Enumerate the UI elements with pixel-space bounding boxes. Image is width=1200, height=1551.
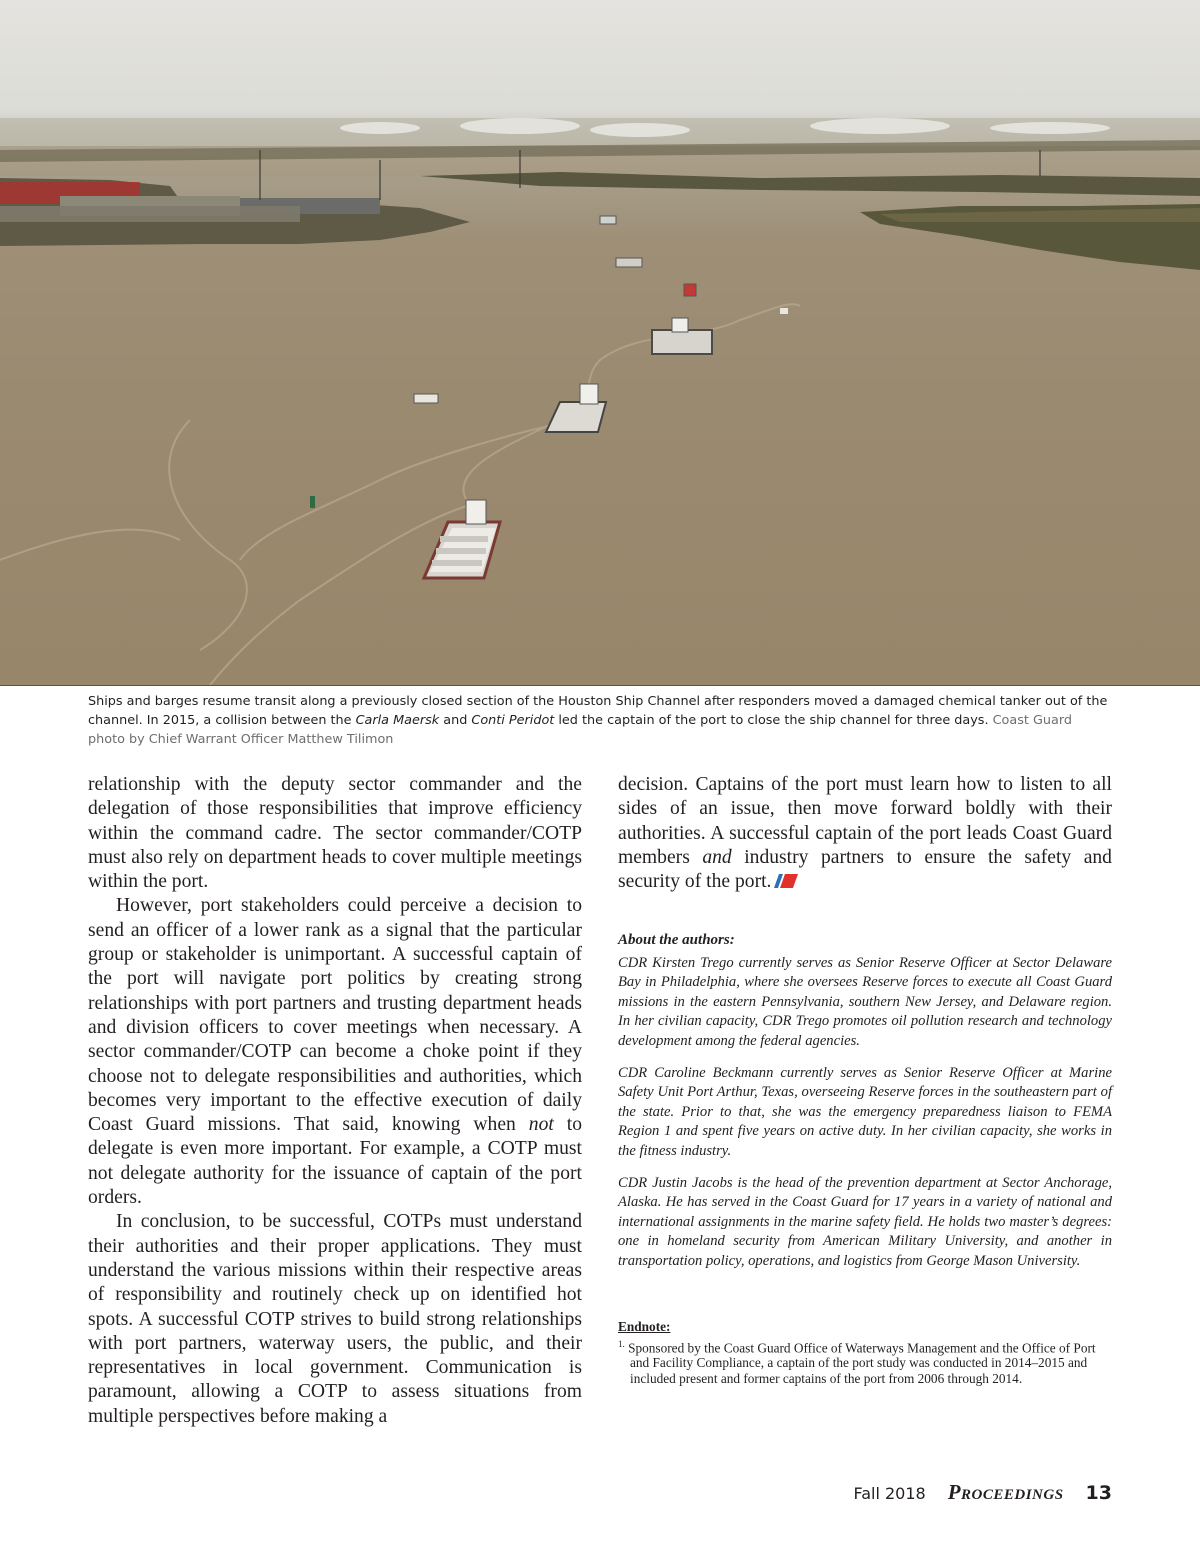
left-paragraph-2-text: However, port stakeholders could perceive a decision to send an officer of a lower rank as a signal that the particular group or stakeholder is unimportant. A successful captain of the port will navigate port politics by creating strong relationships with port partners and trusting department heads and division officers to cover meetings when necessary. A sector commander/COTP can become a choke point if they choose not to delegate responsibilities and authorities, which becomes very important to the effective execution of daily Coast Guard missions. That said, knowing when bbox=[88, 895, 582, 1136]
author-bio-beckmann: CDR Caroline Beckmann currently serves as Senior Reserve Officer at Marine Safety Unit Port Arthur, Texas, overseeing Reserve forces in the southeastern part of the state. Prior to that, she was the emergency preparedness liaison to FEMA Region 1 and spent five years on active duty. In her civilian capacity, she works in the fitness industry. bbox=[618, 1064, 1112, 1159]
author-bio-trego: CDR Kirsten Trego currently serves as Senior Reserve Officer at Sector Delaware Bay in Philadelphia, where she oversees Reserve forces to execute all Coast Guard missions in the eastern Pennsylvania, southern New Jersey, and Delaware region. In her civilian capacity, CDR Trego promotes oil pollution research and technology development among the federal agencies. bbox=[618, 954, 1112, 1049]
endmark-red-stripe bbox=[780, 874, 798, 888]
end-of-article-icon bbox=[774, 874, 798, 888]
houston-ship-channel-aerial-photo bbox=[0, 0, 1200, 686]
left-paragraph-2-emphasis: not bbox=[528, 1114, 554, 1136]
photo-credit: Coast Guard photo by Chief Warrant Officer Matthew Tilimon bbox=[88, 713, 1072, 747]
right-paragraph-1-text: decision. Captains of the port must learn how to listen to all sides of an issue, then move forward boldly with their authorities. A successful captain of the port leads Coast Guard members bbox=[618, 774, 1112, 868]
caption-ship-2: Conti Peridot bbox=[471, 713, 555, 728]
author-bio-jacobs: CDR Justin Jacobs is the head of the prevention department at Sector Anchorage, Alaska. He has served in the Coast Guard for 17 years in a variety of national and international assignments in the marine safety field. He holds two master’s degrees: one in homeland security from American Military University, and another in transportation policy, operations, and logistics from George Mason University. bbox=[618, 1174, 1112, 1269]
left-column bbox=[88, 773, 582, 1429]
right-paragraph-1-end: industry partners to ensure the safety and security of the port. bbox=[618, 846, 1112, 893]
photo-illustration bbox=[0, 0, 1200, 685]
magazine-name: Proceedings bbox=[947, 1480, 1064, 1504]
page-footer bbox=[853, 1480, 1112, 1510]
endnote-heading: Endnote: bbox=[618, 1319, 671, 1334]
left-paragraph-3: In conclusion, to be successful, COTPs must understand their authorities and their proper applications. They must understand the various missions within their respective areas of responsibility and routinely check up on identified hot spots. A successful COTP strives to build strong relationships with port partners, waterway users, the public, and their representatives in local government. Communication is paramount, allowing a COTP to assess situations from multiple perspectives before making a bbox=[88, 1211, 582, 1427]
about-the-authors bbox=[618, 931, 1112, 1284]
right-paragraph-1-emphasis: and bbox=[702, 846, 732, 868]
right-paragraph-1 bbox=[618, 773, 1112, 894]
caption-ship-1: Carla Maersk bbox=[355, 713, 440, 728]
caption-text-1: Ships and barges resume transit along a previously closed section of the Houston Ship Channel after responders moved a damaged chemical tanker out of the channel. In 2015, a collision between the bbox=[88, 694, 1108, 728]
endnote-item bbox=[618, 1337, 1112, 1387]
caption-text-2: and bbox=[439, 713, 472, 728]
endnote bbox=[618, 1319, 1112, 1386]
page-number: 13 bbox=[1085, 1482, 1112, 1504]
issue-date: Fall 2018 bbox=[853, 1484, 926, 1503]
left-paragraph-2-end: to delegate is even more important. For example, a COTP must not delegate authority for the issuance of captain of the port orders. bbox=[88, 1114, 583, 1209]
photo-caption bbox=[88, 692, 1112, 749]
endnote-text: Sponsored by the Coast Guard Office of Waterways Management and the Office of Port and Facility Compliance, a captain of the port study was conducted in 2014–2015 and included present and former captains of the port from 2006 through 2014. bbox=[624, 1339, 1096, 1386]
endnote-number: 1. bbox=[618, 1338, 625, 1349]
right-column bbox=[618, 773, 1112, 894]
left-paragraph-2 bbox=[88, 894, 582, 1210]
left-paragraph-1: relationship with the deputy sector commander and the delegation of those responsibilities that improve efficiency within the command cadre. The sector commander/COTP must also rely on department heads to cover multiple meetings within the port. bbox=[88, 774, 582, 893]
caption-text-3: led the captain of the port to close the ship channel for three days. bbox=[554, 713, 993, 728]
authors-heading: About the authors: bbox=[618, 932, 735, 948]
